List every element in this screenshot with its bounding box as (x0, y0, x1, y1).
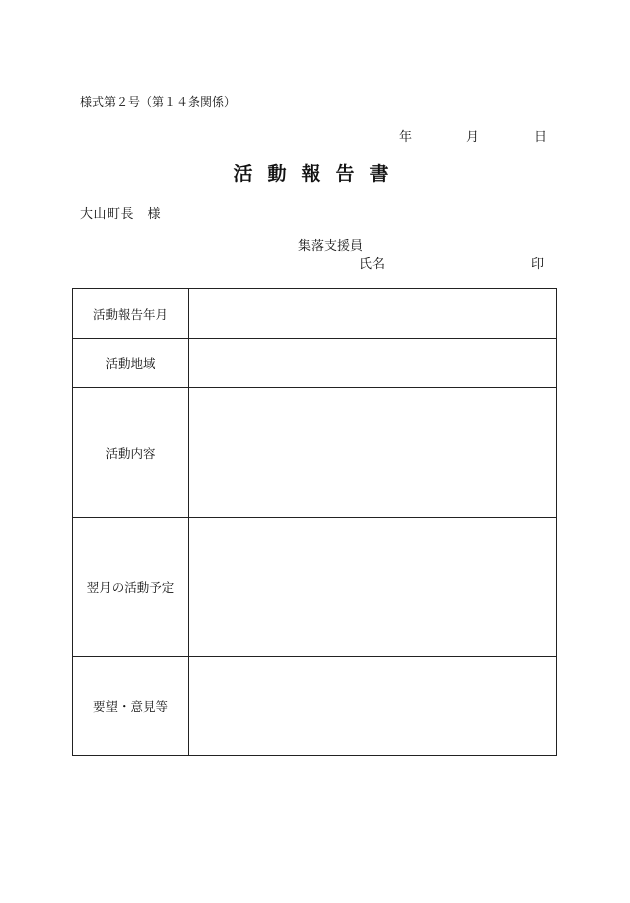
report-table (72, 288, 557, 756)
name-label: 氏名 (359, 257, 386, 272)
field-activity-details[interactable] (189, 388, 557, 518)
document-title: 活動報告書 (233, 163, 404, 185)
table-row-requests-opinions (73, 657, 557, 756)
label-activity-details: 活動内容 (73, 388, 189, 518)
table-row-report-month (73, 289, 557, 339)
table-row-next-month-plan (73, 518, 557, 657)
seal-mark: 印 (531, 257, 545, 272)
label-report-month: 活動報告年月 (73, 289, 189, 339)
date-year-label: 年 (399, 130, 413, 145)
field-report-month[interactable] (189, 289, 557, 339)
date-month-label: 月 (466, 130, 480, 145)
date-day-label: 日 (534, 130, 548, 145)
label-activity-area: 活動地域 (73, 339, 189, 388)
form-number: 様式第２号（第１４条関係） (80, 95, 237, 109)
label-requests-opinions: 要望・意見等 (73, 657, 189, 756)
table-row-activity-area (73, 339, 557, 388)
recipient: 大山町長 様 (80, 207, 162, 222)
field-activity-area[interactable] (189, 339, 557, 388)
reporter-role: 集落支援員 (298, 239, 364, 254)
label-next-month-plan: 翌月の活動予定 (73, 518, 189, 657)
table-row-activity-details (73, 388, 557, 518)
field-requests-opinions[interactable] (189, 657, 557, 756)
field-next-month-plan[interactable] (189, 518, 557, 657)
